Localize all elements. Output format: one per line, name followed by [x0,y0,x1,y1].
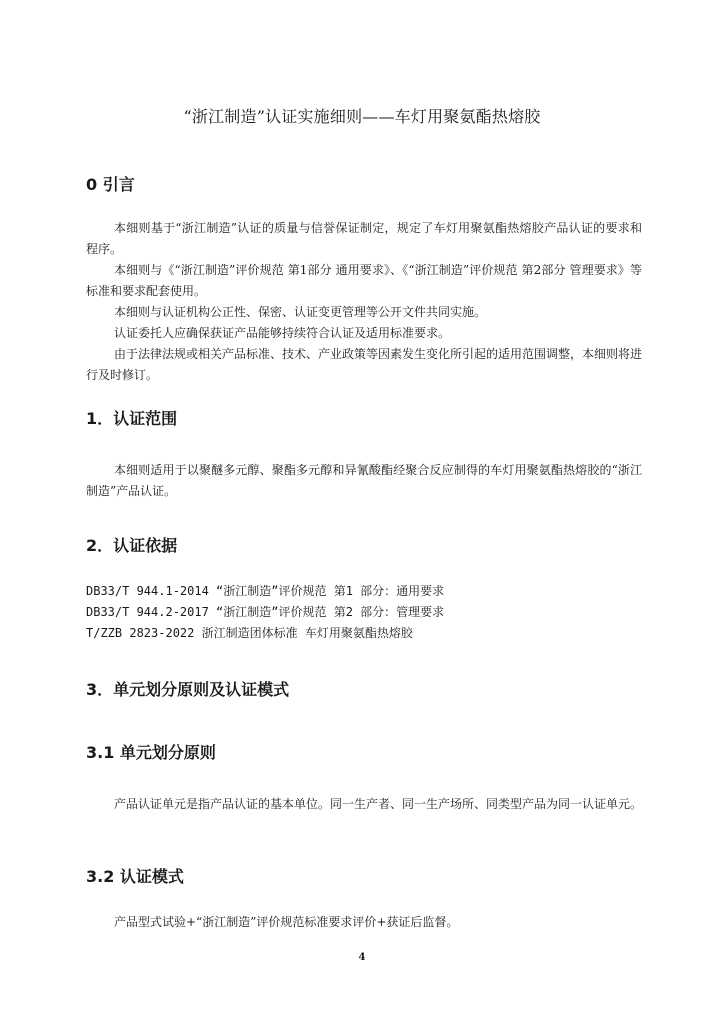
unit-principle-paragraph: 产品认证单元是指产品认证的基本单位。同一生产者、同一生产场所、同类型产品为同一认证单元。 [114,797,643,811]
intro-paragraph-3: 本细则与认证机构公正性、保密、认证变更管理等公开文件共同实施。 [114,305,487,319]
intro-paragraph-1: 本细则基于“浙江制造”认证的质量与信誉保证制定，规定了车灯用聚氨酯热熔胶产品认证的要求和程序。 [86,221,642,256]
document-title: “浙江制造”认证实施细则——车灯用聚氨酯热熔胶 [183,107,541,126]
heading-unit-principle: 3.1 单元划分原则 [86,743,216,762]
intro-paragraph-2: 本细则与《“浙江制造”评价规范 第1部分 通用要求》、《“浙江制造”评价规范 第2部分 管理要求》等标准和要求配套使用。 [86,263,642,298]
intro-paragraph-4: 认证委托人应确保获证产品能够持续符合认证及适用标准要求。 [114,326,451,340]
heading-scope: 1．认证范围 [86,409,178,428]
certification-mode-paragraph: 产品型式试验+“浙江制造”评价规范标准要求评价+获证后监督。 [114,915,459,929]
basis-reference-2: DB33/T 944.2-2017 “浙江制造”评价规范 第2 部分：管理要求 [86,605,445,619]
heading-basis: 2．认证依据 [86,536,178,555]
scope-paragraph: 本细则适用于以聚醚多元醇、聚酯多元醇和异氰酸酯经聚合反应制得的车灯用聚氨酯热熔胶的“浙江制造”产品认证。 [86,463,642,498]
heading-unit-and-mode: 3．单元划分原则及认证模式 [86,680,290,699]
heading-certification-mode: 3.2 认证模式 [86,867,184,886]
basis-reference-3: T/ZZB 2823-2022 浙江制造团体标准 车灯用聚氨酯热熔胶 [86,626,413,640]
heading-introduction: 0 引言 [86,175,135,194]
intro-paragraph-5: 由于法律法规或相关产品标准、技术、产业政策等因素发生变化所引起的适用范围调整，本细则将进行及时修订。 [86,347,643,382]
page-number: 4 [358,952,366,963]
basis-reference-1: DB33/T 944.1-2014 “浙江制造”评价规范 第1 部分：通用要求 [86,584,445,598]
